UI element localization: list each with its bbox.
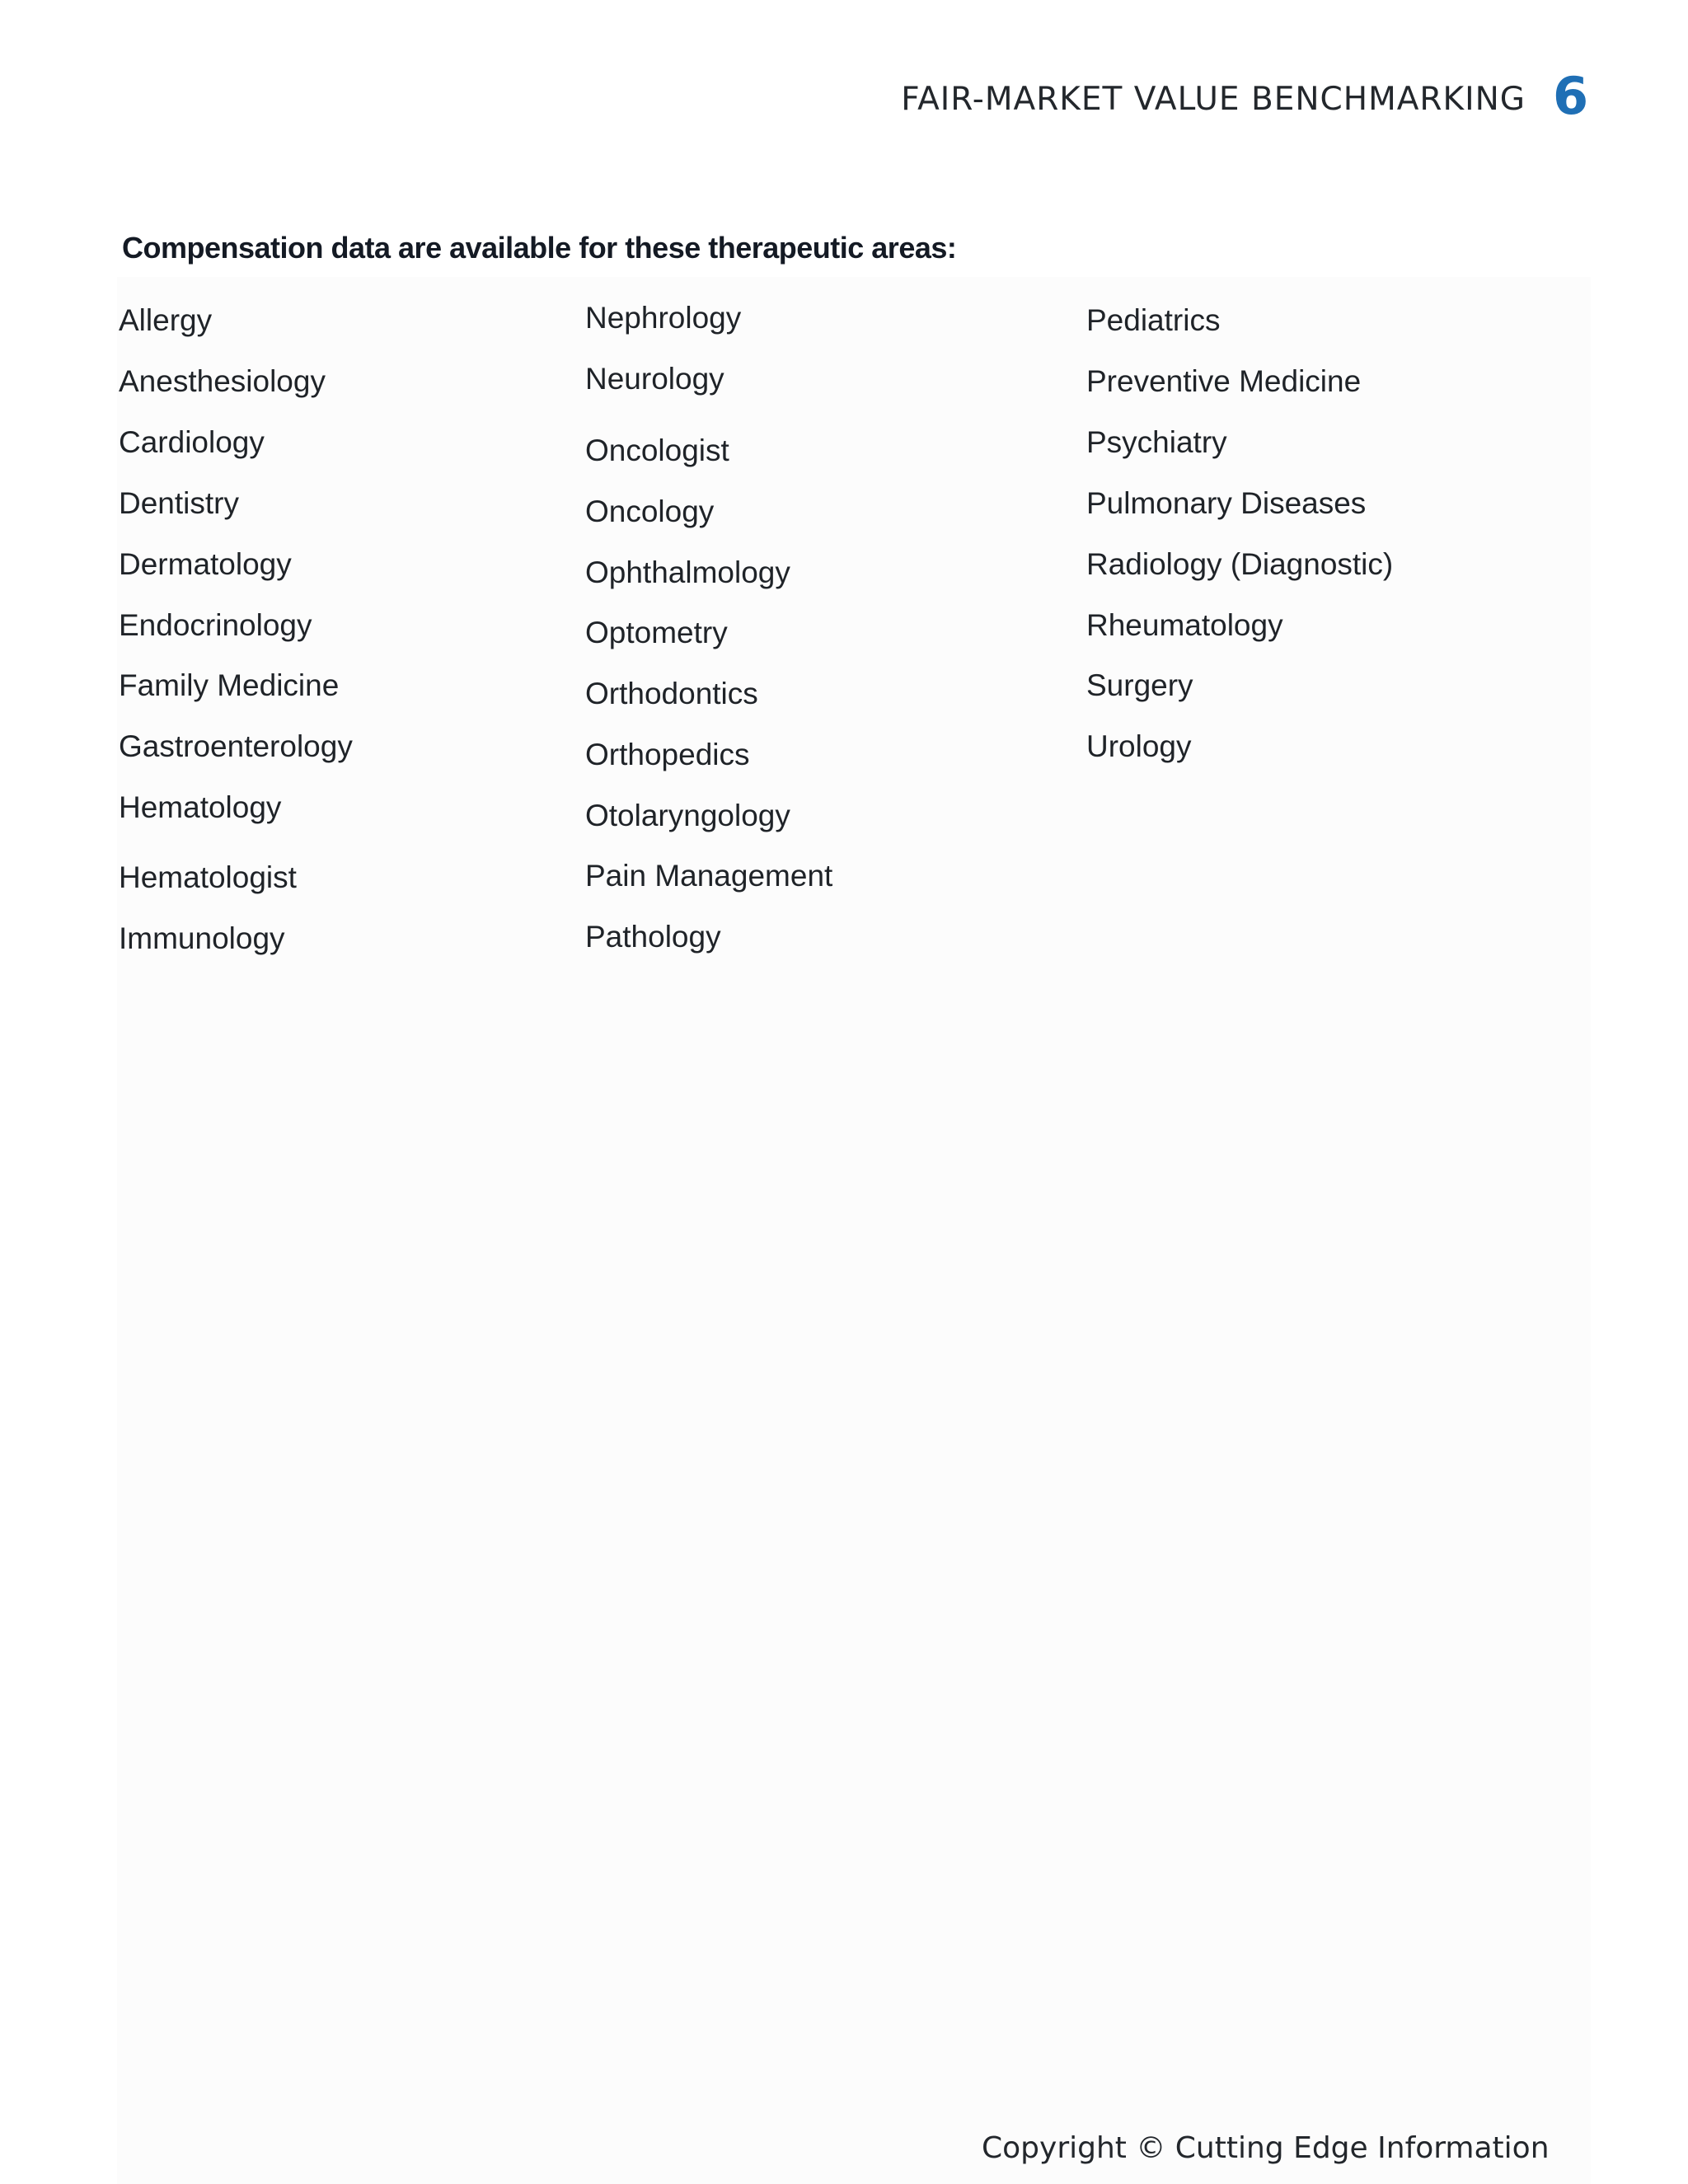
list-item: Cardiology bbox=[119, 425, 265, 459]
list-item: Oncology bbox=[585, 494, 715, 528]
list-item: Dentistry bbox=[119, 486, 239, 520]
list-item: Urology bbox=[1086, 729, 1192, 763]
page-number: 6 bbox=[1553, 66, 1589, 126]
list-item: Ophthalmology bbox=[585, 555, 790, 589]
list-item: Pain Management bbox=[585, 859, 833, 893]
list-item: Rheumatology bbox=[1086, 608, 1283, 642]
list-item: Gastroenterology bbox=[119, 729, 353, 763]
list-item: Nephrology bbox=[585, 301, 742, 335]
list-item: Pathology bbox=[585, 920, 721, 954]
list-item: Pediatrics bbox=[1086, 303, 1221, 337]
list-item: Surgery bbox=[1086, 668, 1193, 702]
list-item: Hematologist bbox=[119, 860, 297, 894]
list-item: Preventive Medicine bbox=[1086, 364, 1362, 398]
list-item: Family Medicine bbox=[119, 668, 340, 702]
list-item: Orthopedics bbox=[585, 738, 750, 771]
list-item: Immunology bbox=[119, 921, 285, 955]
header-title: FAIR-MARKET VALUE BENCHMARKING bbox=[901, 81, 1526, 118]
list-item: Radiology (Diagnostic) bbox=[1086, 547, 1394, 581]
intro-heading: Compensation data are available for these therapeutic areas: bbox=[122, 231, 957, 265]
copyright-footer: Copyright © Cutting Edge Information bbox=[982, 2131, 1550, 2165]
list-item: Anesthesiology bbox=[119, 364, 326, 398]
list-item: Endocrinology bbox=[119, 608, 312, 642]
list-item: Orthodontics bbox=[585, 677, 758, 710]
list-item: Hematology bbox=[119, 790, 282, 824]
list-item: Pulmonary Diseases bbox=[1086, 486, 1367, 520]
list-item: Optometry bbox=[585, 616, 728, 649]
list-item: Oncologist bbox=[585, 434, 729, 467]
list-item: Neurology bbox=[585, 362, 724, 396]
list-item: Psychiatry bbox=[1086, 425, 1227, 459]
list-item: Otolaryngology bbox=[585, 799, 790, 832]
list-item: Dermatology bbox=[119, 547, 292, 581]
list-item: Allergy bbox=[119, 303, 213, 337]
page-header bbox=[0, 0, 1688, 165]
